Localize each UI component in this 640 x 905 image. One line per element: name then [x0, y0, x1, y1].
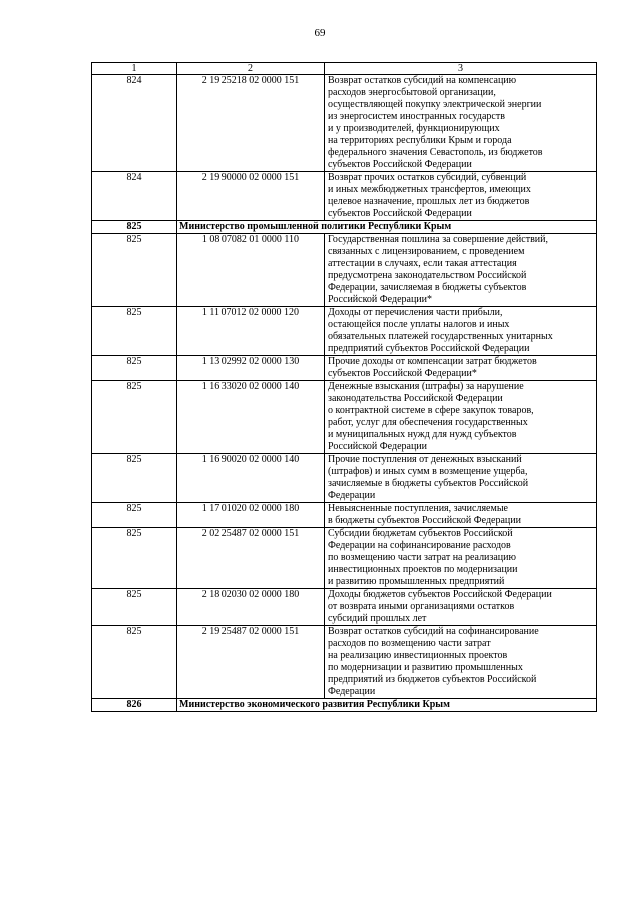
revenue-code-cell: 2 19 90000 02 0000 151 — [177, 172, 325, 221]
revenue-code-cell: 1 16 90020 02 0000 140 — [177, 454, 325, 503]
admin-code-cell: 826 — [92, 699, 177, 712]
admin-code-cell: 825 — [92, 356, 177, 381]
revenue-code-cell: 1 13 02992 02 0000 130 — [177, 356, 325, 381]
admin-code-cell: 825 — [92, 307, 177, 356]
admin-code-cell: 825 — [92, 503, 177, 528]
ministry-row — [92, 699, 597, 712]
admin-code-cell: 825 — [92, 454, 177, 503]
admin-code-cell: 825 — [92, 528, 177, 589]
admin-code-cell: 825 — [92, 626, 177, 699]
ministry-row — [92, 221, 597, 234]
revenue-name-cell: Прочие доходы от компенсации затрат бюджетов субъектов Российской Федерации* — [325, 356, 597, 381]
table-row — [92, 503, 597, 528]
column-number-3: 3 — [325, 63, 597, 75]
table-body — [92, 63, 597, 712]
admin-code-cell: 825 — [92, 234, 177, 307]
revenue-code-cell: 1 17 01020 02 0000 180 — [177, 503, 325, 528]
page-number: 69 — [314, 27, 326, 39]
column-number-row — [92, 63, 597, 75]
revenue-code-cell: 1 11 07012 02 0000 120 — [177, 307, 325, 356]
revenue-name-cell: Доходы от перечисления части прибыли, остающейся после уплаты налогов и иных обязательных платежей государственных унитарных предприятий субъектов Российской Федерации — [325, 307, 597, 356]
revenue-name-cell: Возврат остатков субсидий на компенсацию расходов энергосбытовой организации, осуществляющей покупку электрической энергии из энергосистем иностранных государств и у производителей, функционирующих на территориях республики Крым и города федерального значения Севастополь, из бюджетов субъектов Российской Федерации — [325, 75, 597, 172]
table-row — [92, 528, 597, 589]
revenue-code-cell: 1 08 07082 01 0000 110 — [177, 234, 325, 307]
table-row — [92, 172, 597, 221]
budget-codes-table — [91, 62, 597, 712]
table-row — [92, 356, 597, 381]
admin-code-cell: 824 — [92, 172, 177, 221]
revenue-name-cell: Возврат остатков субсидий на софинансирование расходов по возмещению части затрат на реализацию инвестиционных проектов по модернизации и развитию промышленных предприятий из бюджетов субъектов Российской Федерации — [325, 626, 597, 699]
revenue-code-cell: 2 02 25487 02 0000 151 — [177, 528, 325, 589]
admin-code-cell: 824 — [92, 75, 177, 172]
column-number-2: 2 — [177, 63, 325, 75]
revenue-name-cell: Денежные взыскания (штрафы) за нарушение законодательства Российской Федерации о контрактной системе в сфере закупок товаров, работ, услуг для обеспечения государственных и муниципальных нужд для нужд субъектов Российской Федерации — [325, 381, 597, 454]
revenue-code-cell: 1 16 33020 02 0000 140 — [177, 381, 325, 454]
admin-code-cell: 825 — [92, 589, 177, 626]
revenue-name-cell: Субсидии бюджетам субъектов Российской Федерации на софинансирование расходов по возмещению части затрат на реализацию инвестиционных проектов по модернизации и развитию промышленных предприятий — [325, 528, 597, 589]
admin-code-cell: 825 — [92, 381, 177, 454]
table-row — [92, 307, 597, 356]
table-row — [92, 381, 597, 454]
revenue-name-cell: Невыясненные поступления, зачисляемые в бюджеты субъектов Российской Федерации — [325, 503, 597, 528]
column-number-1: 1 — [92, 63, 177, 75]
table-row — [92, 75, 597, 172]
revenue-code-cell: 2 19 25218 02 0000 151 — [177, 75, 325, 172]
admin-code-cell: 825 — [92, 221, 177, 234]
revenue-name-cell: Государственная пошлина за совершение действий, связанных с лицензированием, с проведением аттестации в случаях, если такая аттестация предусмотрена законодательством Российской Федерации, зачисляемая в бюджеты субъектов Российской Федерации* — [325, 234, 597, 307]
table-row — [92, 589, 597, 626]
revenue-name-cell: Доходы бюджетов субъектов Российской Федерации от возврата иными организациями остатков субсидий прошлых лет — [325, 589, 597, 626]
revenue-code-cell: 2 18 02030 02 0000 180 — [177, 589, 325, 626]
revenue-name-cell: Возврат прочих остатков субсидий, субвенций и иных межбюджетных трансфертов, имеющих целевое назначение, прошлых лет из бюджетов субъектов Российской Федерации — [325, 172, 597, 221]
table-row — [92, 626, 597, 699]
table-row — [92, 454, 597, 503]
ministry-name-cell: Министерство промышленной политики Республики Крым — [177, 221, 597, 234]
revenue-name-cell: Прочие поступления от денежных взысканий (штрафов) и иных сумм в возмещение ущерба, зачисляемые в бюджеты субъектов Российской Федерации — [325, 454, 597, 503]
ministry-name-cell: Министерство экономического развития Республики Крым — [177, 699, 597, 712]
table-row — [92, 234, 597, 307]
revenue-code-cell: 2 19 25487 02 0000 151 — [177, 626, 325, 699]
